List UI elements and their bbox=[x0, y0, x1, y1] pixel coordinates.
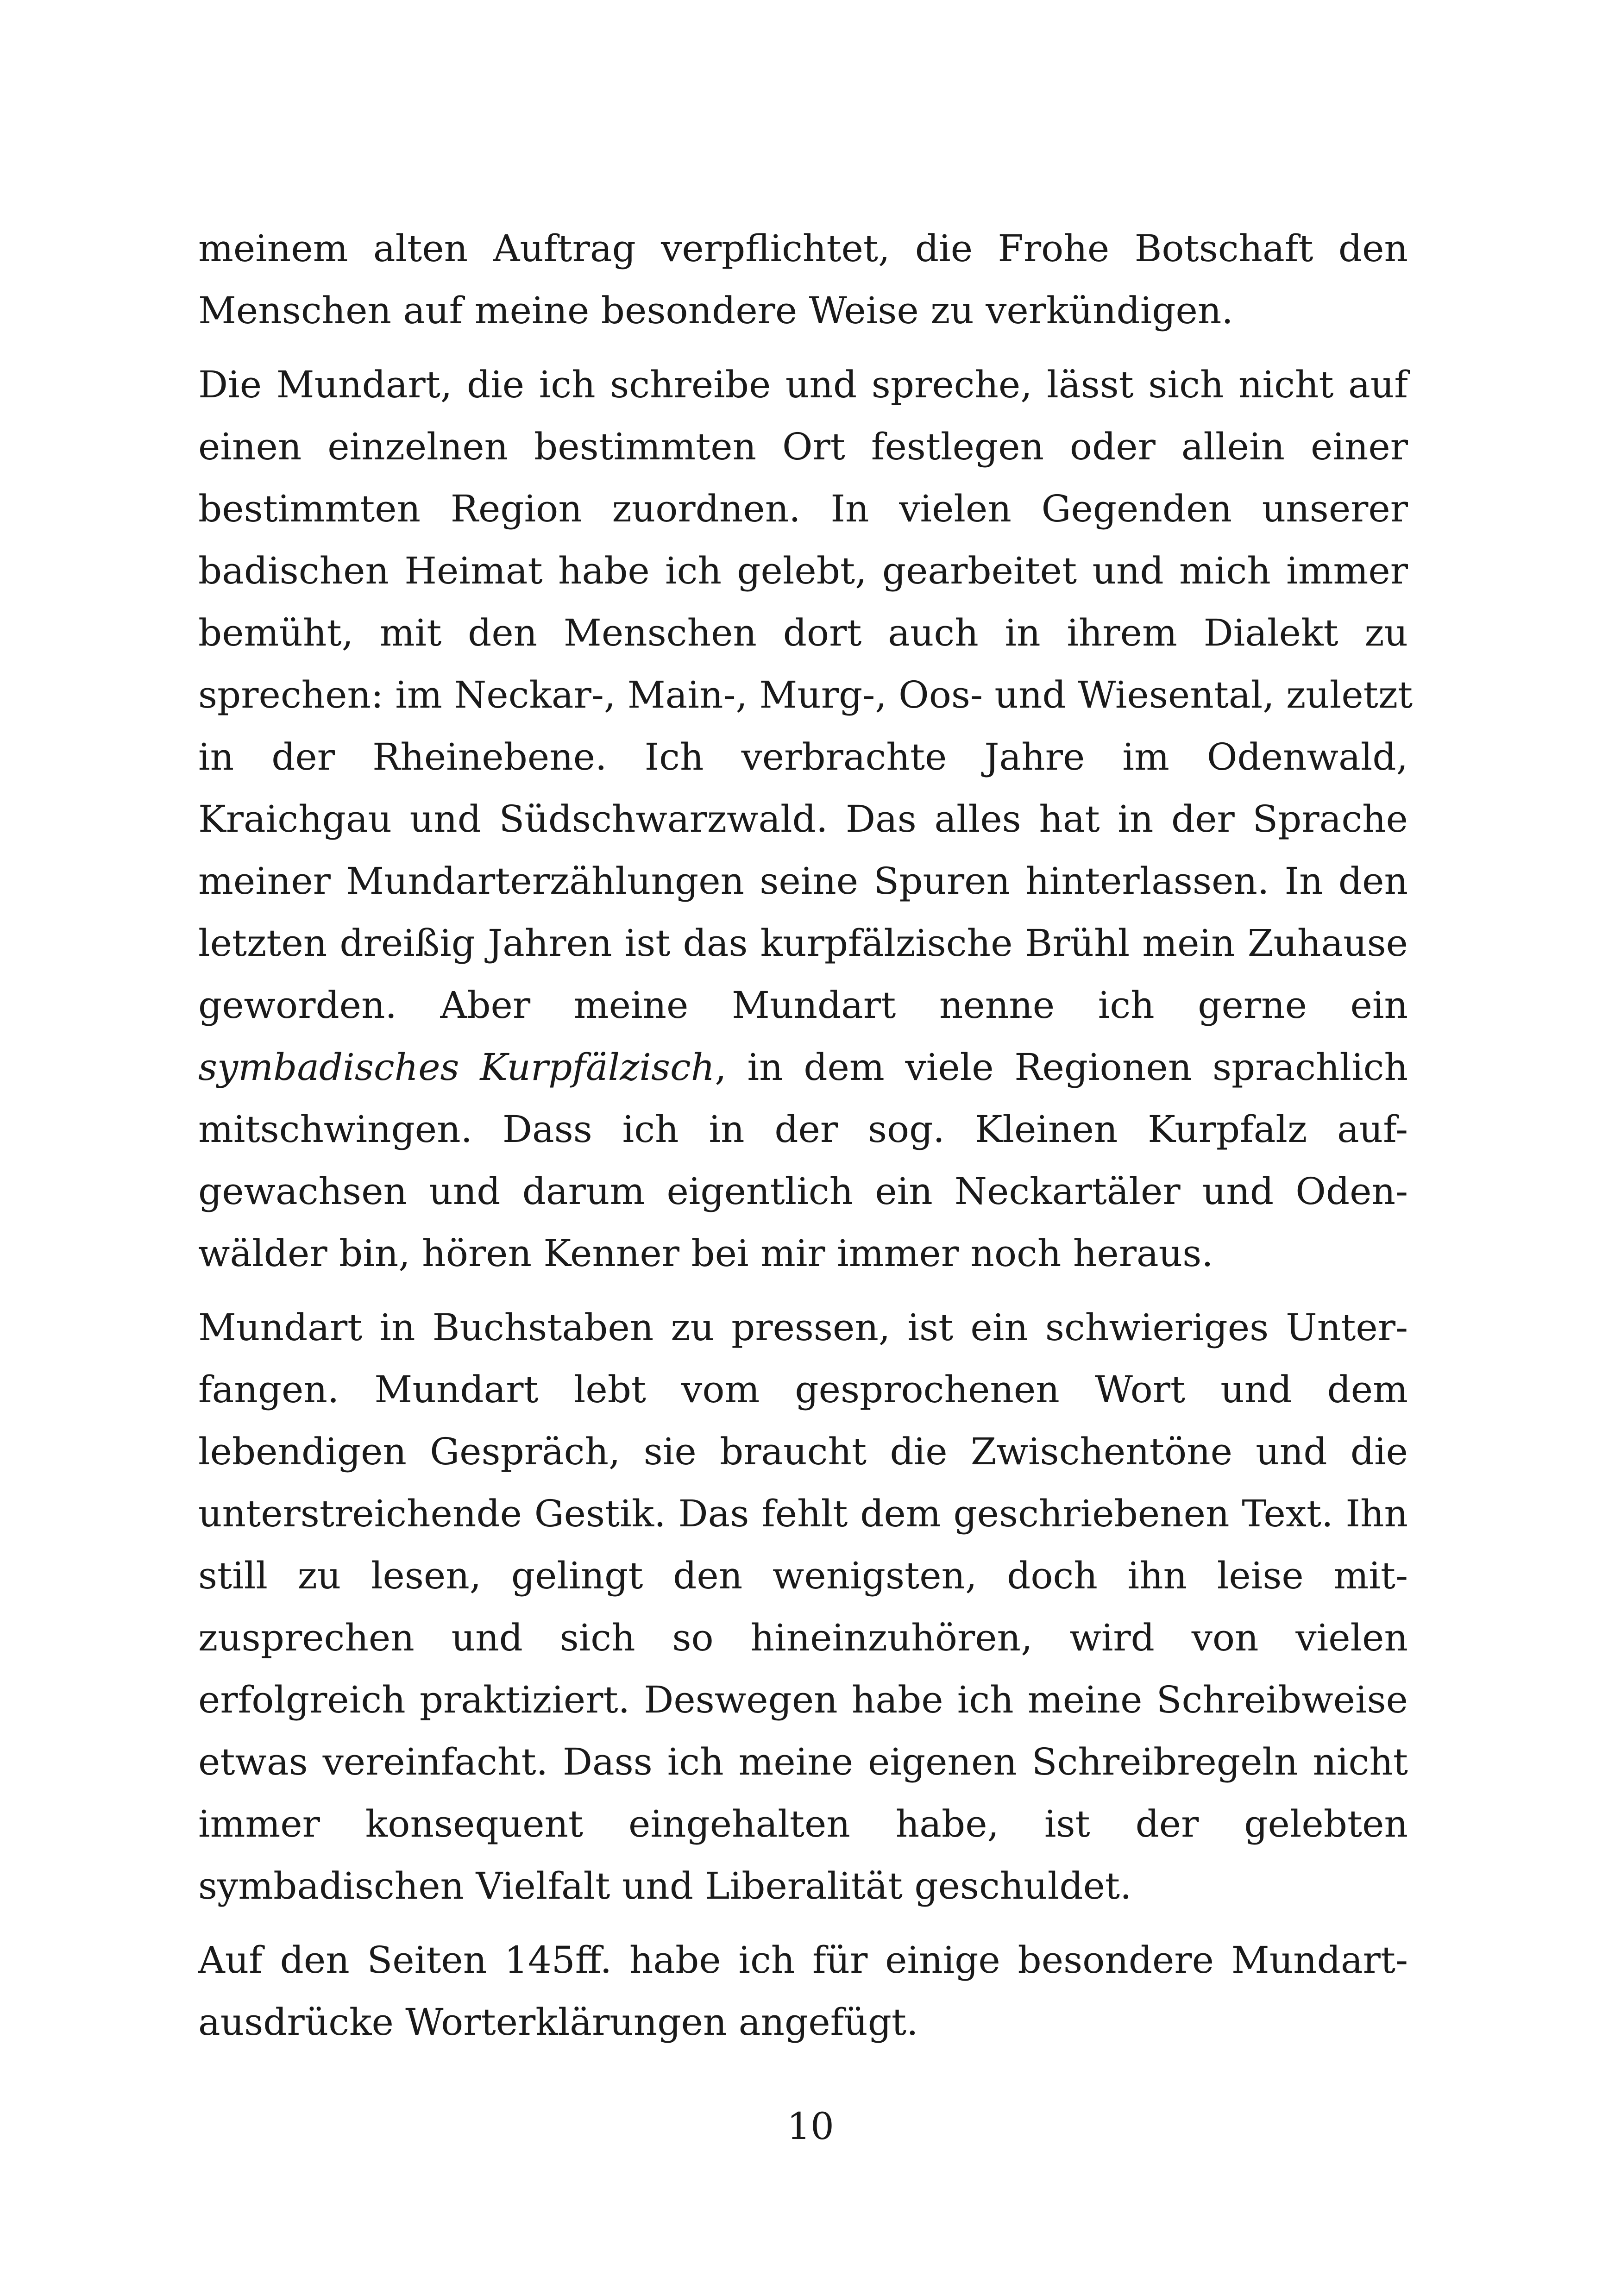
text-line: erfolgreich praktiziert. Deswegen habe ich meine Schreibweise bbox=[198, 1678, 1408, 1721]
paragraph-1 bbox=[198, 218, 1408, 342]
text-line: geworden. Aber meine Mundart nenne ich gerne ein bbox=[198, 984, 1408, 1027]
text-line: in der Rheinebene. Ich verbrachte Jahre im Odenwald, bbox=[198, 735, 1408, 778]
text-line: letzten dreißig Jahren ist das kurpfälzische Brühl mein Zuhause bbox=[198, 922, 1408, 965]
text-line: lebendigen Gespräch, sie braucht die Zwischentöne und die bbox=[198, 1430, 1408, 1473]
text-line-rest: , in dem viele Regionen sprachlich bbox=[715, 1046, 1408, 1089]
text-line: zusprechen und sich so hineinzuhören, wird von vielen bbox=[198, 1616, 1408, 1659]
text-line: sprechen: im Neckar-, Main-, Murg-, Oos- und Wiesental, zuletzt bbox=[198, 673, 1413, 716]
text-line: immer konsequent eingehalten habe, ist der gelebten bbox=[198, 1802, 1408, 1845]
text-line: meiner Mundarterzählungen seine Spuren hinterlassen. In den bbox=[198, 859, 1408, 903]
text-line: bemüht, mit den Menschen dort auch in ihrem Dialekt zu bbox=[198, 611, 1408, 654]
page-number: 10 bbox=[787, 2105, 834, 2148]
text-line: Kraichgau und Südschwarzwald. Das alles hat in der Sprache bbox=[198, 797, 1408, 841]
text-line: Menschen auf meine besondere Weise zu verkündigen. bbox=[198, 289, 1233, 332]
body-text bbox=[198, 218, 1413, 2065]
text-line: etwas vereinfacht. Dass ich meine eigenen Schreibregeln nicht bbox=[198, 1740, 1408, 1783]
text-line: Die Mundart, die ich schreibe und spreche, lässt sich nicht auf bbox=[198, 363, 1408, 406]
text-line: badischen Heimat habe ich gelebt, gearbeitet und mich immer bbox=[198, 549, 1408, 592]
paragraph-3 bbox=[198, 1297, 1408, 1917]
text-line: bestimmten Region zuordnen. In vielen Gegenden unserer bbox=[198, 487, 1408, 530]
italic-phrase: symbadisches Kurpfälzisch bbox=[198, 1046, 715, 1089]
text-line: mitschwingen. Dass ich in der sog. Kleinen Kurpfalz auf- bbox=[198, 1108, 1408, 1151]
text-line: unterstreichende Gestik. Das fehlt dem geschriebenen Text. Ihn bbox=[198, 1492, 1408, 1535]
text-line: gewachsen und darum eigentlich ein Neckartäler und Oden- bbox=[198, 1170, 1408, 1213]
text-line: Auf den Seiten 145ff. habe ich für einige besondere Mundart- bbox=[198, 1938, 1408, 1982]
text-line: einen einzelnen bestimmten Ort festlegen oder allein einer bbox=[198, 425, 1408, 468]
paragraph-2 bbox=[198, 354, 1413, 1285]
text-line-with-italic bbox=[198, 1036, 1408, 1098]
text-line: still zu lesen, gelingt den wenigsten, doch ihn leise mit- bbox=[198, 1554, 1408, 1597]
text-line: wälder bin, hören Kenner bei mir immer noch heraus. bbox=[198, 1232, 1213, 1275]
text-line: fangen. Mundart lebt vom gesprochenen Wort und dem bbox=[198, 1368, 1408, 1411]
text-line: meinem alten Auftrag verpflichtet, die Frohe Botschaft den bbox=[198, 227, 1408, 270]
text-line: Mundart in Buchstaben zu pressen, ist ein schwieriges Unter- bbox=[198, 1306, 1408, 1349]
text-line: ausdrücke Worterklärungen angefügt. bbox=[198, 2001, 918, 2044]
paragraph-4 bbox=[198, 1929, 1408, 2053]
text-line: symbadischen Vielfalt und Liberalität geschuldet. bbox=[198, 1864, 1132, 1907]
